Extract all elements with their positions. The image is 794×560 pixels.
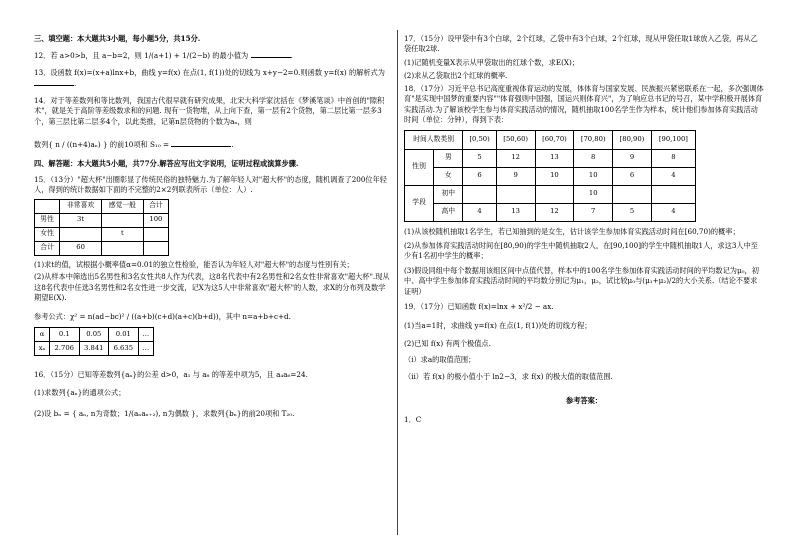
question-19-part-2-ii: （ⅱ）若 f(x) 的极小值小于 ln2−3，求 f(x) 的极大值的取值范围.	[404, 371, 613, 381]
critical-value-table	[34, 327, 154, 356]
table-cell	[101, 241, 143, 255]
section-3-heading: 三、填空题：本大题共3小题，每小题5分，共15分.	[34, 34, 201, 43]
table-cell: 初中	[434, 185, 463, 203]
table-cell	[101, 213, 143, 227]
contingency-table	[34, 199, 169, 256]
table-row	[35, 342, 154, 356]
table-cell: [60,70)	[535, 130, 574, 149]
table-cell: 4	[651, 203, 695, 221]
table-cell: 12	[496, 149, 535, 167]
table-cell: 8	[651, 149, 695, 167]
table-row	[405, 185, 696, 203]
question-18-part-2: (2)从参加体育实践活动时间在[80,90)的学生中随机抽取2人，在[90,100]的学生中随机抽取1人，求这3人中至少有1名初中学生的概率；	[404, 240, 758, 261]
question-19-part-2-i: （ⅰ）求a的取值范围；	[404, 355, 476, 365]
table-cell: 6	[463, 167, 496, 185]
question-14-sum: 数列{ n / ((n+4)aₙ) } 的前10项和 S₁₀ = .	[34, 140, 234, 150]
question-14: 14．对于等差数列和等比数列，我国古代很早就有研究成果，北宋大科学家沈括在《梦溪笔谈》中首创的"隙积术"，就是关于高阶等差级数求和的问题. 现有一货物堆，从上向下查，第一层有2个货物，第二层比第一层多3个，第三层比第二层多4个，以此类推，记第n层货物的个数为aₙ，则	[34, 95, 385, 126]
table-cell: 4	[463, 203, 496, 221]
table-cell: 7	[574, 203, 613, 221]
table-cell: 2.706	[50, 342, 80, 356]
table-header-row	[35, 199, 169, 213]
table-cell: [90,100]	[651, 130, 695, 149]
table-cell: 5	[613, 203, 652, 221]
table-cell: 5	[463, 149, 496, 167]
table-cell: 9	[613, 149, 652, 167]
table-cell: 0.1	[50, 328, 80, 342]
table-cell: 3.841	[79, 342, 109, 356]
table-cell: 感觉一般	[101, 199, 143, 213]
table-cell: 9	[496, 167, 535, 185]
table-cell: 学段	[405, 185, 434, 221]
table-row	[35, 227, 169, 241]
table-cell: …	[138, 342, 153, 356]
answers-title: 参考答案：	[566, 396, 602, 406]
table-cell	[651, 185, 695, 203]
question-16: 16．（15分）已知等差数列{aₙ}的公差 d>0，a₁ 与 a₈ 的等差中项为5，且 a₄a₆=24.	[34, 370, 308, 379]
table-cell: t	[101, 227, 143, 241]
table-cell: α	[35, 328, 50, 342]
table-cell	[463, 185, 496, 203]
question-19-part-1: (1)当a=1时，求曲线 y=f(x) 在点(1, f(1))处的切线方程；	[404, 320, 592, 330]
answer-blank	[34, 78, 74, 86]
table-cell: …	[138, 328, 153, 342]
reference-formula: 参考公式：χ² = n(ad−bc)² / ((a+b)(c+d)(a+c)(b+d))，其中 n=a+b+c+d.	[34, 311, 291, 321]
table-cell: 男	[434, 149, 463, 167]
table-cell: 13	[535, 149, 574, 167]
activity-time-table	[404, 130, 696, 222]
answer-1: 1．C	[404, 414, 422, 424]
table-cell: 0.05	[79, 328, 109, 342]
column-divider	[397, 30, 398, 535]
table-cell: 6	[613, 167, 652, 185]
question-17-part-1: (1)记随机变量X表示从甲袋取出的红球个数，求E(X)；	[404, 57, 580, 67]
table-header-row	[405, 130, 696, 149]
table-cell: 3t	[60, 213, 102, 227]
table-cell: 时间人数类别	[405, 130, 463, 149]
question-15: 15．（13分）"超大杯"出圈彰显了传统民俗的独特魅力.为了解年轻人对"超大杯"的态度，随机调查了200位年轻人，得到的统计数据如下面的不完整的2×2列联表所示（单位：人）.	[34, 174, 387, 195]
table-row	[35, 241, 169, 255]
table-cell: 10	[574, 185, 613, 203]
question-19: 19．（17分）已知函数 f(x)=lnx + x²/2 − ax.	[404, 302, 554, 312]
answer-blank	[171, 139, 231, 147]
question-16-part-1: (1)求数列{aₙ}的通项公式；	[34, 388, 126, 398]
table-row	[35, 213, 169, 227]
answer-blank	[251, 50, 291, 58]
question-19-part-2: (2)已知 f(x) 有两个极值点.	[404, 339, 491, 348]
question-17-part-2: (2)求从乙袋取出2个红球的概率.	[404, 71, 508, 81]
table-cell: 12	[535, 203, 574, 221]
table-cell: xₐ	[35, 342, 50, 356]
table-cell: [80,90)	[613, 130, 652, 149]
table-cell: 性别	[405, 149, 434, 185]
table-cell: 男性	[35, 213, 60, 227]
table-cell	[35, 199, 60, 213]
table-row	[405, 149, 696, 167]
section-4-heading: 四、解答题：本大题共5小题，共77分.解答应写出文字说明，证明过程或演算步骤.	[34, 158, 299, 168]
table-cell: 6.635	[109, 342, 139, 356]
table-cell: 0.01	[109, 328, 139, 342]
table-cell: 4	[651, 167, 695, 185]
table-row	[35, 328, 154, 342]
table-row	[405, 203, 696, 221]
table-cell: 8	[574, 149, 613, 167]
table-cell: 13	[496, 203, 535, 221]
table-cell: 100	[143, 213, 168, 227]
table-cell: 高中	[434, 203, 463, 221]
table-cell: 女	[434, 167, 463, 185]
question-18-part-1: (1)从该校随机抽取1名学生，若已知抽到的是女生，估计该学生参加体育实践活动时间在[60,70)的概率；	[404, 226, 740, 236]
question-13: 13．设函数 f(x)=(x+a)lnx+b，曲线 y=f(x) 在点(1, f(1))处的切线为 x+y−2=0.则函数 y=f(x) 的解析式为 .	[34, 67, 385, 89]
table-cell	[613, 185, 652, 203]
table-cell: 10	[535, 167, 574, 185]
table-cell: 合计	[35, 241, 60, 255]
table-cell: [0,50)	[463, 130, 496, 149]
table-cell	[535, 185, 574, 203]
table-cell: 非常喜欢	[60, 199, 102, 213]
table-cell	[496, 185, 535, 203]
question-17: 17．（15分）设甲袋中有3个白球，2个红球，乙袋中有3个白球，2个红球，现从甲袋任取1球放入乙袋，再从乙袋任取2球.	[404, 34, 758, 54]
table-cell	[60, 227, 102, 241]
left-column	[34, 34, 390, 425]
table-cell: 女性	[35, 227, 60, 241]
table-cell	[143, 241, 168, 255]
table-cell: [50,60)	[496, 130, 535, 149]
table-cell	[143, 227, 168, 241]
question-18: 18．（17分）习近平总书记高度重视体育运动的发展，体体育与国家发展、民族振兴紧密联系在一起，多次强调体育"是实现中国梦的重要内容""体育强则中国强，国运兴则体育兴"，为了响应总书记的号召，某中学积极开展体育实践活动.为了解该校学生参与体育实践活动的情况，随机抽取100名学生作为样本，统计他们参加体育实践活动时间（单位：分钟），得到下表：	[404, 83, 764, 125]
table-cell: 60	[60, 241, 102, 255]
table-cell: 合计	[143, 199, 168, 213]
right-column	[404, 34, 764, 431]
question-18-part-3: (3)假设同组中每个数据用该组区间中点值代替，样本中的100名学生参加体育实践活动时间的平均数记为μ₀，初中、高中学生参加体育实践活动时间的平均数分别记为μ₁，μ₂，试比较μ₀与(μ₁+μ₂)/2的大小关系.（结论不要求证明）	[404, 265, 759, 296]
question-12: 12．若 a>0>b，且 a−b=2，则 1/(a+1) + 1/(2−b) 的最小值为 .	[34, 51, 293, 61]
table-row	[405, 167, 696, 185]
table-cell: [70,80)	[574, 130, 613, 149]
question-16-part-2: (2)设 bₙ = { aₙ, n为奇数；1/(aₙaₙ₊₂), n为偶数 }，求数列{bₙ}的前20项和 T₂₀.	[34, 408, 295, 418]
table-cell: 10	[574, 167, 613, 185]
question-15-part-1: (1)求t的值，试根据小概率值α=0.01的独立性检验，能否认为年轻人对"超大杯"的态度与性别有关；	[34, 259, 354, 269]
question-15-part-2: (2)从样本中筛选出5名男性和3名女性共8人作为代表，这8名代表中有2名男性和2名女性非常喜欢"超大杯".现从这8名代表中任选3名男性和2名女性进一步交流，记X为这5人中非常喜欢"超大杯"的人数，求X的分布列及数学期望E(X).	[34, 272, 390, 303]
